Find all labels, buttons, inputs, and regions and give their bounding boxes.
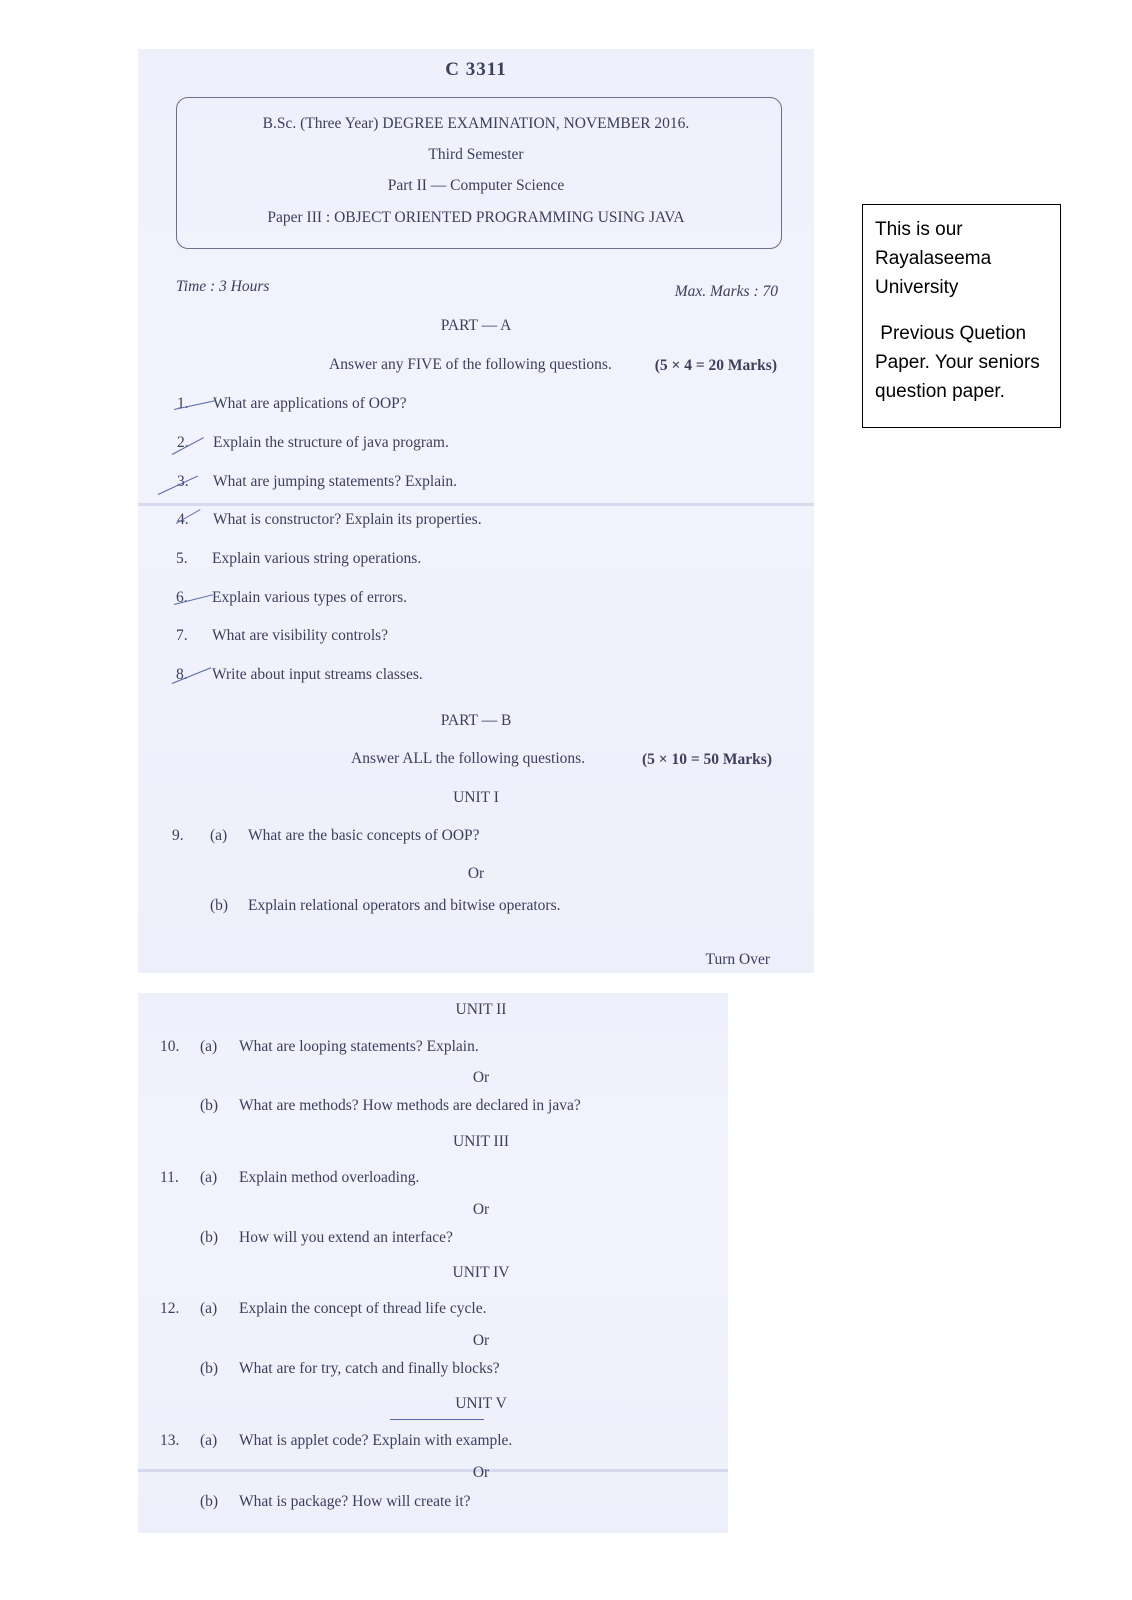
option-label: (b): [200, 1493, 219, 1510]
part-a-marks: (5 × 4 = 20 Marks): [654, 357, 777, 374]
question-text: Explain relational operators and bitwise operators.: [248, 897, 561, 914]
part-b-marks: (5 × 10 = 50 Marks): [641, 751, 772, 768]
or-separator: Or: [467, 865, 485, 882]
part-b-instruction: Answer ALL the following questions.: [351, 750, 586, 767]
unit-title: UNIT IV: [452, 1264, 510, 1281]
question-text: What are methods? How methods are declared in java?: [239, 1097, 581, 1114]
question-text: What are for try, catch and finally blocks?: [239, 1360, 500, 1377]
question-number: 10.: [160, 1038, 180, 1055]
unit-title: UNIT I: [453, 789, 499, 806]
max-marks: Max. Marks : 70: [674, 283, 778, 300]
option-label: (a): [200, 1432, 218, 1449]
unit-title: UNIT V: [455, 1395, 507, 1412]
question-text: What is package? How will create it?: [239, 1493, 471, 1510]
question-text: What are jumping statements? Explain.: [213, 473, 458, 490]
paper-code: C 3311: [445, 59, 507, 80]
question-text: Explain the concept of thread life cycle.: [239, 1300, 487, 1317]
semester: Third Semester: [428, 146, 524, 163]
unit-title: UNIT III: [452, 1133, 510, 1150]
time-label: Time : 3 Hours: [176, 278, 270, 295]
or-separator: Or: [472, 1464, 490, 1481]
note-text: This is our Rayalaseema University: [875, 219, 992, 298]
option-label: (a): [200, 1038, 218, 1055]
pen-underline: [390, 1419, 484, 1420]
question-number: 12.: [160, 1300, 180, 1317]
question-text: What are visibility controls?: [212, 627, 389, 644]
option-label: (b): [200, 1097, 219, 1114]
or-separator: Or: [472, 1201, 490, 1218]
question-number: 9.: [172, 827, 184, 844]
question-text: Explain various types of errors.: [212, 589, 407, 606]
question-text: What are applications of OOP?: [213, 395, 407, 412]
question-number: 3.: [177, 473, 189, 490]
question-text: Explain method overloading.: [239, 1169, 420, 1186]
question-text: What are looping statements? Explain.: [239, 1038, 479, 1055]
scanned-page-1: [138, 49, 814, 973]
paper-title: Paper III : OBJECT ORIENTED PROGRAMMING USING JAVA: [267, 209, 685, 226]
option-label: (a): [200, 1300, 218, 1317]
question-text: Explain various string operations.: [212, 550, 422, 567]
question-text: What is applet code? Explain with example.: [239, 1432, 513, 1449]
question-number: 8.: [176, 666, 188, 683]
or-separator: Or: [472, 1069, 490, 1086]
question-text: Explain the structure of java program.: [213, 434, 449, 451]
question-text: Write about input streams classes.: [212, 666, 423, 683]
exam-title: B.Sc. (Three Year) DEGREE EXAMINATION, NOVEMBER 2016.: [262, 115, 690, 132]
question-number: 1.: [177, 395, 189, 412]
option-label: (b): [210, 897, 229, 914]
unit-title: UNIT II: [455, 1001, 507, 1018]
option-label: (b): [200, 1360, 219, 1377]
option-label: (a): [200, 1169, 218, 1186]
note-text: Previous Quetion Paper. Your seniors question paper.: [875, 323, 1040, 402]
question-text: What is constructor? Explain its properties.: [213, 511, 482, 528]
option-label: (b): [200, 1229, 219, 1246]
fold-crease: [138, 503, 814, 506]
turn-over: Turn Over: [705, 951, 770, 968]
question-number: 11.: [160, 1169, 179, 1186]
question-number: 5.: [176, 550, 188, 567]
question-number: 2.: [177, 434, 189, 451]
part-a-title: PART — A: [440, 317, 512, 334]
question-number: 6.: [176, 589, 188, 606]
question-number: 4.: [177, 511, 189, 528]
part-b-title: PART — B: [440, 712, 512, 729]
question-text: What are the basic concepts of OOP?: [248, 827, 480, 844]
question-text: How will you extend an interface?: [239, 1229, 453, 1246]
annotation-note-box: [862, 204, 1061, 428]
option-label: (a): [210, 827, 228, 844]
question-number: 7.: [176, 627, 188, 644]
part-subject: Part II — Computer Science: [387, 177, 565, 194]
question-number: 13.: [160, 1432, 180, 1449]
scanned-page-2: [138, 993, 728, 1533]
part-a-instruction: Answer any FIVE of the following questions.: [329, 356, 612, 373]
or-separator: Or: [472, 1332, 490, 1349]
